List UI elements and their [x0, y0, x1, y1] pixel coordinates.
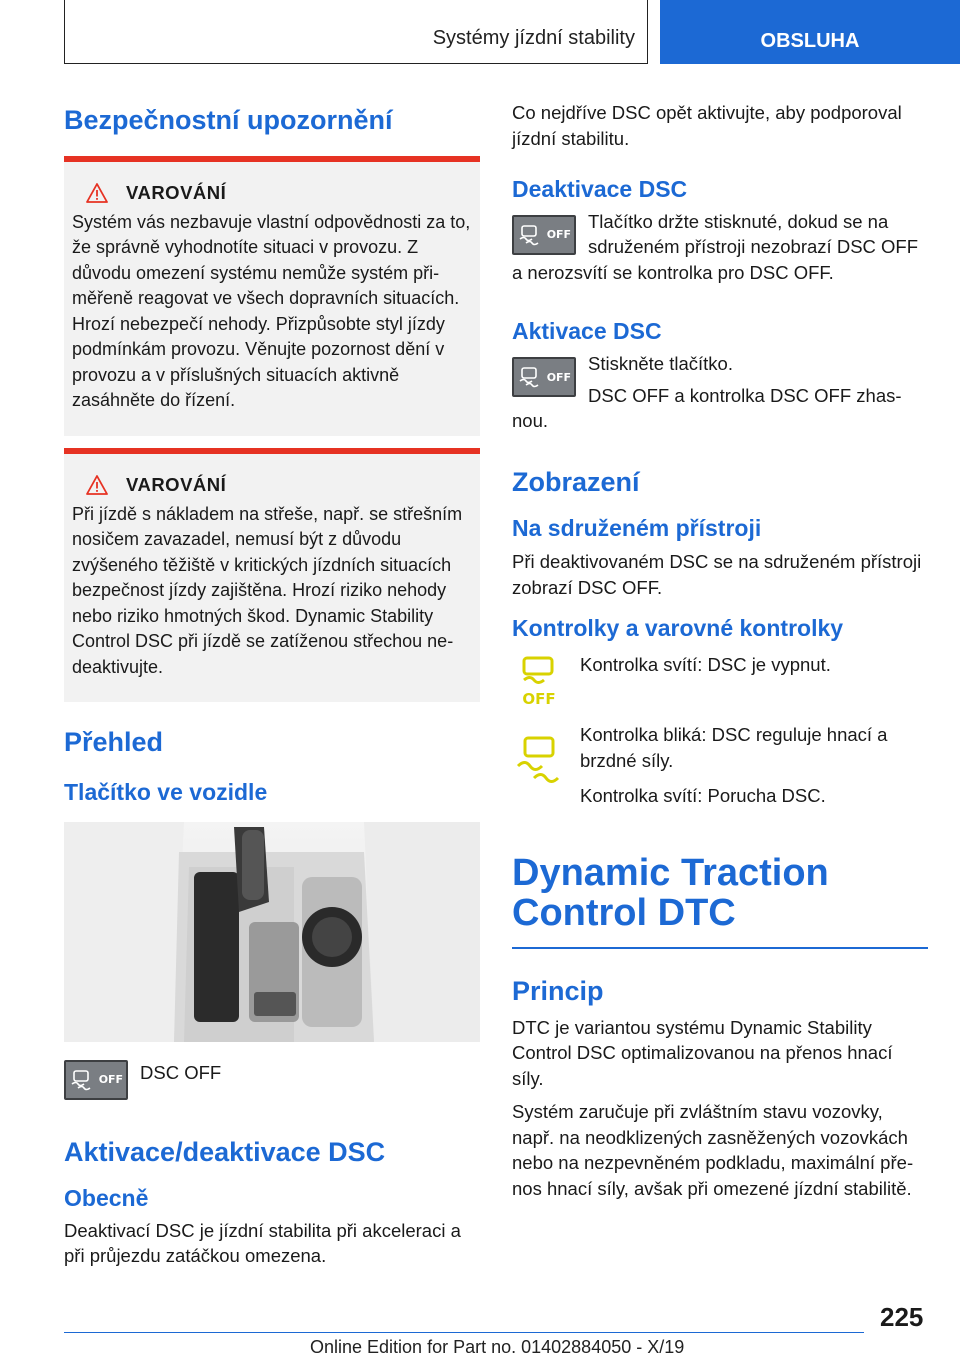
overview-heading: Přehled: [64, 727, 164, 758]
dsc-off-caption: DSC OFF: [140, 1061, 222, 1083]
lamp-dsc-text-2: Kontrolka svítí: Porucha DSC.: [580, 785, 826, 807]
car-skid-icon: [517, 366, 541, 388]
activate-text-1: Stiskněte tlačítko.: [588, 353, 733, 375]
warning-triangle-icon: [86, 475, 108, 495]
lamp-off-row: [512, 652, 928, 708]
cluster-heading: Na sdruženém přístroji: [512, 514, 762, 541]
principle-text-1: DTC je variantou systému Dynamic Stability Control DSC optimalizovanou na přenos hnací síly.: [512, 1016, 893, 1089]
off-label: OFF: [546, 228, 572, 242]
activate-dsc-heading: Aktivace DSC: [512, 318, 662, 345]
general-text: Deaktivací DSC je jízdní stabilita při akceleraci a při průjezdu zatáčkou omezena.: [64, 1219, 461, 1267]
dtc-heading: Dynamic Traction Control DTC: [512, 851, 829, 934]
display-heading: Zobrazení: [512, 466, 640, 497]
lamp-dsc-text-1: Kontrolka bliká: DSC reguluje hnací a brzdné síly.: [580, 724, 888, 771]
dsc-off-button-icon: [512, 215, 576, 255]
lamp-off-text: OFF: [522, 690, 556, 709]
lamp-dsc-row: [512, 722, 928, 809]
header-section-title: Systémy jízdní stability: [432, 27, 635, 49]
right-column: [512, 100, 928, 1201]
car-skid-icon: [69, 1069, 93, 1091]
dtc-heading-rule: [512, 947, 928, 949]
footer-rule: [64, 1332, 864, 1333]
activate-text-2: DSC OFF a kontrolka DSC OFF zhasnou.: [512, 384, 902, 432]
header-section-box: [64, 0, 648, 64]
warning-box-1: [64, 156, 480, 436]
lamps-heading: Kontrolky a varovné kontrolky: [512, 615, 844, 642]
warning-label: VAROVÁNÍ: [126, 473, 227, 495]
principle-heading: Princip: [512, 975, 604, 1006]
safety-heading: Bezpečnostní upozornění: [64, 105, 393, 135]
warning-box-2: [64, 448, 480, 703]
deactivate-heading: Deaktivace DSC: [512, 176, 688, 202]
off-label: OFF: [98, 1073, 124, 1087]
off-label: OFF: [546, 370, 572, 384]
dsc-off-warning-lamp-icon: [512, 652, 566, 708]
cluster-text: Při deaktivovaném DSC se na sdruženém přístroji zobrazí DSC OFF.: [512, 551, 922, 598]
warning-text: Při jízdě s nákladem na střeše, např. se střešním nosičem zavazadel, nemusí být z důvodu zvýšeného těžiště v kritických jízdních situacích bezpečnost jízdy zajištěna. Hrozí riziko nehody nebo riziko hmotných škod. Dynamic Stability Control DSC při jízdě se zatíženou střechou nedeaktivujte.: [72, 503, 463, 677]
dsc-warning-lamp-icon: [512, 734, 566, 790]
warning-label: VAROVÁNÍ: [126, 181, 227, 203]
center-console-photo: [64, 822, 480, 1042]
left-column: [64, 100, 480, 1269]
button-heading: Tlačítko ve vozidle: [64, 779, 268, 805]
car-skid-icon: [517, 224, 541, 246]
activate-heading: Aktivace/deaktivace DSC: [64, 1136, 386, 1167]
lamp-off-text: Kontrolka svítí: DSC je vypnut.: [580, 654, 831, 676]
header-chapter-tab[interactable]: OBSLUHA: [660, 0, 960, 64]
deactivate-text: Tlačítko držte stisknuté, dokud se na sdruženém přístroji nezobrazí DSC OFF a nerozsvítí se kontrolka pro DSC OFF.: [512, 210, 919, 283]
principle-text-2: Systém zaručuje při zvláštním stavu vozovky, např. na neodklizených zasněžených vozovkách nebo na nezpevněném podkladu, maximální přenos hnací síly, avšak při omezené jízdní stabilitě.: [512, 1101, 914, 1199]
page-number: 225: [880, 1302, 924, 1332]
deactivate-block: [512, 209, 928, 286]
dsc-off-button-row: [64, 1060, 480, 1100]
console-illustration: [64, 822, 480, 1042]
intro-text: Co nejdříve DSC opět aktivujte, aby podporoval jízdní stabilitu.: [512, 102, 902, 149]
footer-edition: Online Edition for Part no. 01402884050 - X/19: [310, 1337, 685, 1357]
warning-text: Systém vás nezbavuje vlastní odpovědnosti za to, že správně vyhodnotíte situaci v provozu. Z důvodu omezení systému nemůže systém přiměřeně reagovat ve všech dopravních situacích. Hrozí nebezpečí nehody. Přizpůsobte styl jízdy podmínkám provozu. Věnujte pozornost dění v provozu a v příslušných situacích aktivně zasáhněte do řízení.: [72, 211, 471, 411]
dsc-off-button-icon: [64, 1060, 128, 1100]
activate-block: [512, 351, 928, 434]
general-heading: Obecně: [64, 1184, 149, 1211]
warning-triangle-icon: [86, 183, 108, 203]
dsc-off-button-icon: [512, 357, 576, 397]
